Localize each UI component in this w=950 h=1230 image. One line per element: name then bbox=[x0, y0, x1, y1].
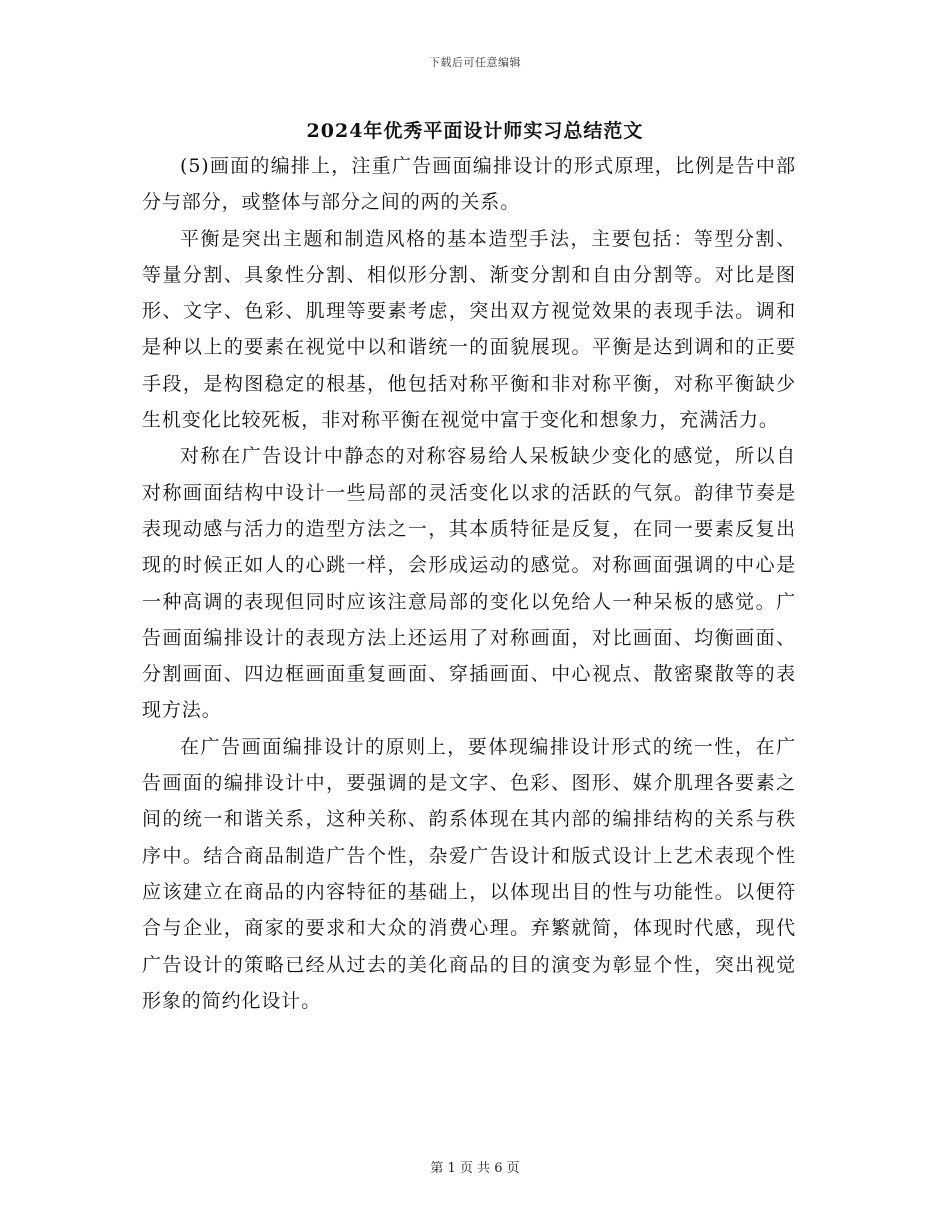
paragraph-1: (5)画面的编排上，注重广告画面编排设计的形式原理，比例是告中部分与部分，或整体与部分之间的两的关系。 bbox=[142, 155, 796, 214]
paragraph-2: 平衡是突出主题和制造风格的基本造型手法，主要包括：等型分割、等量分割、具象性分割、相似形分割、渐变分割和自由分割等。对比是图形、文字、色彩、肌理等要素考虑，突出双方视觉效果的表现手法。调和是种以上的要素在视觉中以和谐统一的面貌展现。平衡是达到调和的正要手段，是构图稳定的根基，他包括对称平衡和非对称平衡，对称平衡缺少生机变化比较死板，非对称平衡在视觉中富于变化和想象力，充满活力。 bbox=[142, 227, 796, 432]
document-title: 2024年优秀平面设计师实习总结范文 bbox=[306, 120, 644, 142]
paragraph-3: 对称在广告设计中静态的对称容易给人呆板缺少变化的感觉，所以自对称画面结构中设计一些局部的灵活变化以求的活跃的气氛。韵律节奏是表现动感与活力的造型方法之一，其本质特征是反复，在同一要素反复出现的时候正如人的心跳一样，会形成运动的感觉。对称画面强调的中心是一种高调的表现但同时应该注意局部的变化以免给人一种呆板的感觉。广告画面编排设计的表现方法上还运用了对称画面，对比画面、均衡画面、分割画面、四边框画面重复画面、穿插画面、中心视点、散密聚散等的表现方法。 bbox=[142, 445, 796, 722]
paragraph-4: 在广告画面编排设计的原则上，要体现编排设计形式的统一性，在广告画面的编排设计中，要强调的是文字、色彩、图形、媒介肌理各要素之间的统一和谐关系，这种关称、韵系体现在其内部的编排结构的关系与秩序中。结合商品制造广告个性，杂爱广告设计和版式设计上艺术表现个性应该建立在商品的内容特征的基础上，以体现出目的性与功能性。以便符合与企业，商家的要求和大众的消费心理。弃繁就简，体现时代感，现代广告设计的策略已经从过去的美化商品的目的演变为彰显个性，突出视觉形象的简约化设计。 bbox=[142, 735, 796, 1012]
page-number: 第 1 页 共 6 页 bbox=[430, 1161, 520, 1176]
document-body bbox=[142, 148, 796, 1019]
header-note: 下载后可任意编辑 bbox=[429, 56, 521, 69]
